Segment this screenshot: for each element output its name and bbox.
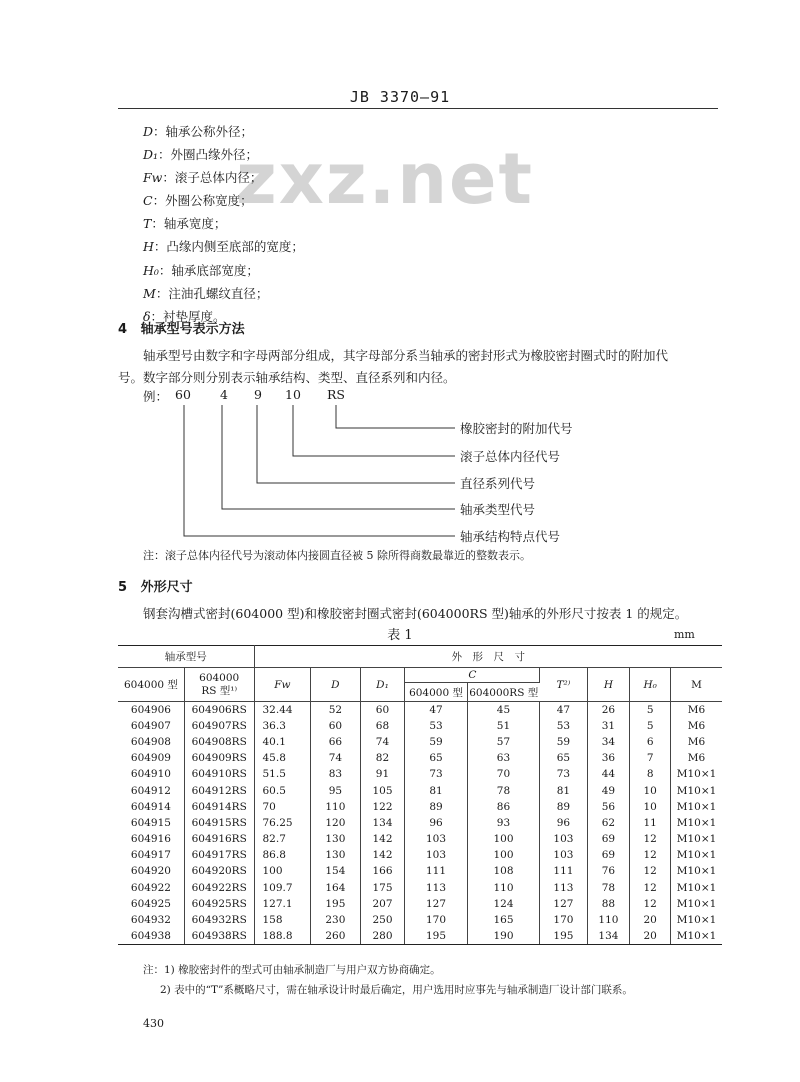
table-cell: 70: [254, 799, 311, 815]
table-cell: 190: [467, 928, 540, 944]
table-row: [118, 718, 722, 734]
definition-symbol: C: [143, 193, 153, 209]
table-cell: 34: [587, 734, 630, 750]
table-cell: 604910RS: [184, 766, 254, 782]
table-cell: 195: [311, 896, 360, 912]
example-prefix: 例：: [143, 389, 169, 404]
th-d1: D₁: [360, 668, 405, 702]
table-cell: 53: [540, 718, 587, 734]
table-cell: 78: [587, 880, 630, 896]
table-cell: M6: [687, 735, 706, 748]
table-cell: 45.8: [254, 750, 311, 766]
table-cell: 127: [405, 896, 467, 912]
th-dims-group: 外 形 尺 寸: [254, 646, 722, 668]
table-cell: 49: [587, 782, 630, 798]
table-cell: M10×1: [676, 784, 717, 797]
section-4-note: 注：滚子总体内径代号为滚动体内接圆直径被 5 除所得商数最靠近的整数表示。: [143, 549, 531, 562]
table-cell: 65: [540, 750, 587, 766]
table-title: 表 1: [387, 628, 413, 643]
th-m: M: [671, 668, 722, 702]
table-cell: 63: [467, 750, 540, 766]
table-cell: 86: [467, 799, 540, 815]
section-4-number: 4: [118, 322, 128, 337]
table-cell: 230: [311, 912, 360, 928]
table-cell: 604909RS: [184, 750, 254, 766]
table-cell: 60.5: [254, 782, 311, 798]
table-cell: 604925: [118, 896, 184, 912]
definition-symbol: D₁: [143, 147, 159, 163]
table-cell: 73: [540, 766, 587, 782]
table-cell: M6: [687, 752, 706, 765]
table-cell: 68: [360, 718, 405, 734]
table-cell: 12: [630, 863, 671, 879]
table-cell: 604922RS: [184, 880, 254, 896]
table-cell: 604908RS: [184, 734, 254, 750]
table-cell: 5: [630, 718, 671, 734]
th-c-604000rs: 604000RS 型: [467, 683, 540, 702]
table-cell: 195: [405, 928, 467, 944]
table-body: [118, 702, 722, 945]
section-5-para: 钢套沟槽式密封(604000 型)和橡胶密封圈式密封(604000RS 型)轴承的外形尺寸按表 1 的规定。: [143, 606, 688, 621]
table-cell: 57: [467, 734, 540, 750]
table-cell: 62: [587, 815, 630, 831]
table-cell: 604907RS: [184, 718, 254, 734]
table-cell: 70: [467, 766, 540, 782]
table-cell: 604910: [118, 766, 184, 782]
table-unit: mm: [674, 628, 695, 641]
table-cell: 195: [540, 928, 587, 944]
table-cell: 47: [540, 702, 587, 718]
table-cell: 109.7: [254, 880, 311, 896]
table-cell: 110: [311, 799, 360, 815]
table-cell: M10×1: [676, 849, 717, 862]
table-cell: 100: [467, 831, 540, 847]
table-cell: 604917: [118, 847, 184, 863]
table-cell: 103: [405, 831, 467, 847]
table-cell: 130: [311, 831, 360, 847]
label-structure-code: 轴承结构特点代号: [460, 529, 561, 544]
table-row: [118, 766, 722, 782]
table-cell: 76: [587, 863, 630, 879]
definition-text: ：凸缘内侧至底部的宽度；: [153, 239, 304, 255]
th-model-group: 轴承型号: [118, 646, 254, 668]
table-cell: 89: [540, 799, 587, 815]
table-cell: 5: [630, 702, 671, 718]
table-cell: 69: [587, 831, 630, 847]
table-cell: 86.8: [254, 847, 311, 863]
table-cell: M6: [687, 719, 706, 732]
table-cell: 103: [540, 847, 587, 863]
table-cell: 91: [360, 766, 405, 782]
table-cell: 51.5: [254, 766, 311, 782]
table-cell: 164: [311, 880, 360, 896]
table-cell: 12: [630, 831, 671, 847]
table-cell: 69: [587, 847, 630, 863]
table-cell: 53: [405, 718, 467, 734]
table-cell: 6: [630, 734, 671, 750]
table-cell: 74: [360, 734, 405, 750]
definition-symbol: D: [143, 124, 154, 139]
page-number: 430: [143, 1017, 164, 1030]
definition-text: ：轴承宽度；: [151, 216, 227, 232]
definition-text: ：滚子总体内径；: [162, 170, 263, 186]
table-cell: 134: [360, 815, 405, 831]
table-cell: 60: [360, 702, 405, 718]
th-604000: 604000 型: [118, 668, 184, 702]
table-footnote-1: 注：1) 橡胶密封件的型式可由轴承制造厂与用户双方协商确定。: [143, 964, 441, 976]
table-cell: 76.25: [254, 815, 311, 831]
table-cell: 89: [405, 799, 467, 815]
table-cell: 127.1: [254, 896, 311, 912]
table-row: [118, 831, 722, 847]
table-cell: 604907: [118, 718, 184, 734]
th-d: D: [311, 668, 360, 702]
label-bore-code: 滚子总体内径代号: [460, 449, 561, 464]
table-cell: 207: [360, 896, 405, 912]
table-cell: 11: [630, 815, 671, 831]
table-cell: M10×1: [676, 833, 717, 846]
example-part-type: 4: [220, 387, 228, 402]
table-cell: M6: [687, 703, 706, 716]
leader-bore: [293, 405, 455, 456]
th-c-604000: 604000 型: [405, 683, 467, 702]
table-cell: 604916: [118, 831, 184, 847]
label-type-code: 轴承类型代号: [460, 502, 536, 517]
table-cell: 604938RS: [184, 928, 254, 944]
table-cell: 83: [311, 766, 360, 782]
table-cell: 20: [630, 928, 671, 944]
table-cell: 105: [360, 782, 405, 798]
table-cell: 604922: [118, 880, 184, 896]
table-cell: 96: [540, 815, 587, 831]
watermark: zxz.net: [236, 138, 534, 220]
table-cell: 78: [467, 782, 540, 798]
table-cell: 604912: [118, 782, 184, 798]
table-cell: 110: [587, 912, 630, 928]
table-cell: 44: [587, 766, 630, 782]
table-row: [118, 880, 722, 896]
table-cell: 604909: [118, 750, 184, 766]
example-part-bore: 10: [285, 387, 301, 402]
section-5-heading: [118, 576, 193, 595]
table-cell: 10: [630, 799, 671, 815]
table-cell: 103: [405, 847, 467, 863]
table-cell: M10×1: [676, 865, 717, 878]
table-cell: 142: [360, 847, 405, 863]
table-cell: 12: [630, 896, 671, 912]
table-cell: 130: [311, 847, 360, 863]
table-cell: 604932RS: [184, 912, 254, 928]
table-cell: 45: [467, 702, 540, 718]
label-series-code: 直径系列代号: [460, 476, 536, 491]
definition-symbol: H: [143, 239, 154, 255]
table-cell: 188.8: [254, 928, 311, 944]
table-cell: 604916RS: [184, 831, 254, 847]
table-cell: 250: [360, 912, 405, 928]
table-cell: 604917RS: [184, 847, 254, 863]
table-row: [118, 896, 722, 912]
definition-text: ：衬垫厚度。: [150, 308, 226, 324]
definition-text: ：轴承底部宽度；: [158, 262, 259, 278]
table-cell: 108: [467, 863, 540, 879]
table-cell: 47: [405, 702, 467, 718]
table-cell: 32.44: [254, 702, 311, 718]
table-cell: 122: [360, 799, 405, 815]
table-cell: M10×1: [676, 816, 717, 829]
table-cell: 36: [587, 750, 630, 766]
definition-text: ：外圈凸缘外径；: [158, 147, 259, 163]
table-cell: 604938: [118, 928, 184, 944]
section-5-title: 外形尺寸: [140, 580, 193, 595]
label-seal-code: 橡胶密封的附加代号: [460, 421, 573, 436]
table-cell: 260: [311, 928, 360, 944]
table-cell: 81: [405, 782, 467, 798]
table-cell: 280: [360, 928, 405, 944]
table-cell: 81: [540, 782, 587, 798]
definition-symbol: H₀: [143, 262, 159, 278]
table-cell: 142: [360, 831, 405, 847]
table-cell: 59: [540, 734, 587, 750]
table-cell: 100: [254, 863, 311, 879]
table-row: [118, 782, 722, 798]
dimensions-table: [118, 645, 722, 945]
example-part-series: 9: [254, 387, 262, 402]
table-cell: 10: [630, 782, 671, 798]
table-cell: 604932: [118, 912, 184, 928]
table-row: [118, 863, 722, 879]
section-5-number: 5: [118, 580, 128, 595]
table-cell: 113: [540, 880, 587, 896]
table-cell: 51: [467, 718, 540, 734]
table-cell: 56: [587, 799, 630, 815]
example-part-seal: RS: [327, 387, 345, 402]
table-row: [118, 815, 722, 831]
th-604000rs-line1: 604000: [199, 671, 240, 684]
table-cell: M10×1: [676, 914, 717, 927]
table-cell: 60: [311, 718, 360, 734]
table-cell: M10×1: [676, 768, 717, 781]
table-cell: 73: [405, 766, 467, 782]
table-cell: 154: [311, 863, 360, 879]
table-cell: 40.1: [254, 734, 311, 750]
table-cell: 175: [360, 880, 405, 896]
definition-symbol: δ: [143, 308, 151, 324]
table-cell: 26: [587, 702, 630, 718]
definition-symbol: M: [143, 285, 156, 301]
section-4-title: 轴承型号表示方法: [140, 322, 245, 337]
table-cell: 82.7: [254, 831, 311, 847]
table-cell: 604914: [118, 799, 184, 815]
table-cell: 604925RS: [184, 896, 254, 912]
table-cell: 100: [467, 847, 540, 863]
table-cell: 20: [630, 912, 671, 928]
table-cell: 95: [311, 782, 360, 798]
table-cell: M10×1: [671, 928, 722, 944]
table-cell: 604915: [118, 815, 184, 831]
table-row: [118, 928, 722, 944]
table-cell: 36.3: [254, 718, 311, 734]
table-cell: 12: [630, 880, 671, 896]
table-cell: 88: [587, 896, 630, 912]
table-cell: 134: [587, 928, 630, 944]
th-fw: Fw: [254, 668, 311, 702]
table-cell: 7: [630, 750, 671, 766]
table-cell: 166: [360, 863, 405, 879]
table-cell: 82: [360, 750, 405, 766]
table-cell: M10×1: [676, 897, 717, 910]
table-cell: 170: [405, 912, 467, 928]
definition-text: ：外圈公称宽度；: [152, 193, 253, 209]
table-cell: 65: [405, 750, 467, 766]
th-604000rs-line2: RS 型¹⁾: [201, 684, 238, 697]
table-row: [118, 702, 722, 718]
table-cell: 103: [540, 831, 587, 847]
table-row: [118, 750, 722, 766]
definition-symbol: T: [143, 216, 152, 232]
section-4-para-line1: 轴承型号由数字和字母两部分组成，其字母部分系当轴承的密封形式为橡胶密封圈式时的附加代: [143, 348, 669, 363]
section-4-para-line2: 号。数字部分则分别表示轴承结构、类型、直径系列和内径。: [118, 370, 456, 385]
table-row: [118, 847, 722, 863]
table-cell: 111: [540, 863, 587, 879]
table-cell: 74: [311, 750, 360, 766]
table-cell: 111: [405, 863, 467, 879]
definition-symbol: Fw: [143, 170, 163, 186]
table-cell: M10×1: [676, 800, 717, 813]
table-cell: 93: [467, 815, 540, 831]
table-cell: 127: [540, 896, 587, 912]
table-cell: 604908: [118, 734, 184, 750]
standard-code: JB 3370—91: [349, 88, 451, 106]
table-cell: M10×1: [676, 881, 717, 894]
table-cell: 31: [587, 718, 630, 734]
table-cell: 604906: [118, 702, 184, 718]
th-h0: H₀: [630, 668, 671, 702]
table-cell: 165: [467, 912, 540, 928]
table-cell: 170: [540, 912, 587, 928]
th-c: C: [405, 668, 540, 683]
table-cell: 110: [467, 880, 540, 896]
table-cell: 604915RS: [184, 815, 254, 831]
leader-series: [257, 405, 455, 483]
table-cell: 604920: [118, 863, 184, 879]
table-cell: 66: [311, 734, 360, 750]
table-cell: 8: [630, 766, 671, 782]
table-cell: 604914RS: [184, 799, 254, 815]
table-cell: 12: [630, 847, 671, 863]
table-row: [118, 912, 722, 928]
table-row: [118, 799, 722, 815]
table-cell: 52: [311, 702, 360, 718]
table-row: [118, 734, 722, 750]
leader-seal: [336, 405, 455, 428]
th-t: T²⁾: [540, 668, 587, 702]
leader-structure: [184, 405, 455, 536]
table-cell: 120: [311, 815, 360, 831]
definition-text: ：注油孔螺纹直径；: [155, 285, 269, 301]
th-604000rs: [184, 668, 254, 702]
th-h: H: [587, 668, 630, 702]
example-part-structure: 60: [175, 387, 191, 402]
table-cell: 604920RS: [184, 863, 254, 879]
table-cell: 604912RS: [184, 782, 254, 798]
definition-text: ：轴承公称外径；: [153, 124, 254, 139]
table-cell: 96: [405, 815, 467, 831]
table-cell: 604906RS: [184, 702, 254, 718]
table-cell: 59: [405, 734, 467, 750]
table-cell: 124: [467, 896, 540, 912]
table-cell: 113: [405, 880, 467, 896]
table-footnote-2: 2) 表中的“T”系概略尺寸，需在轴承设计时最后确定，用户选用时应事先与轴承制造厂设计部门联系。: [160, 984, 633, 996]
table-cell: 158: [254, 912, 311, 928]
